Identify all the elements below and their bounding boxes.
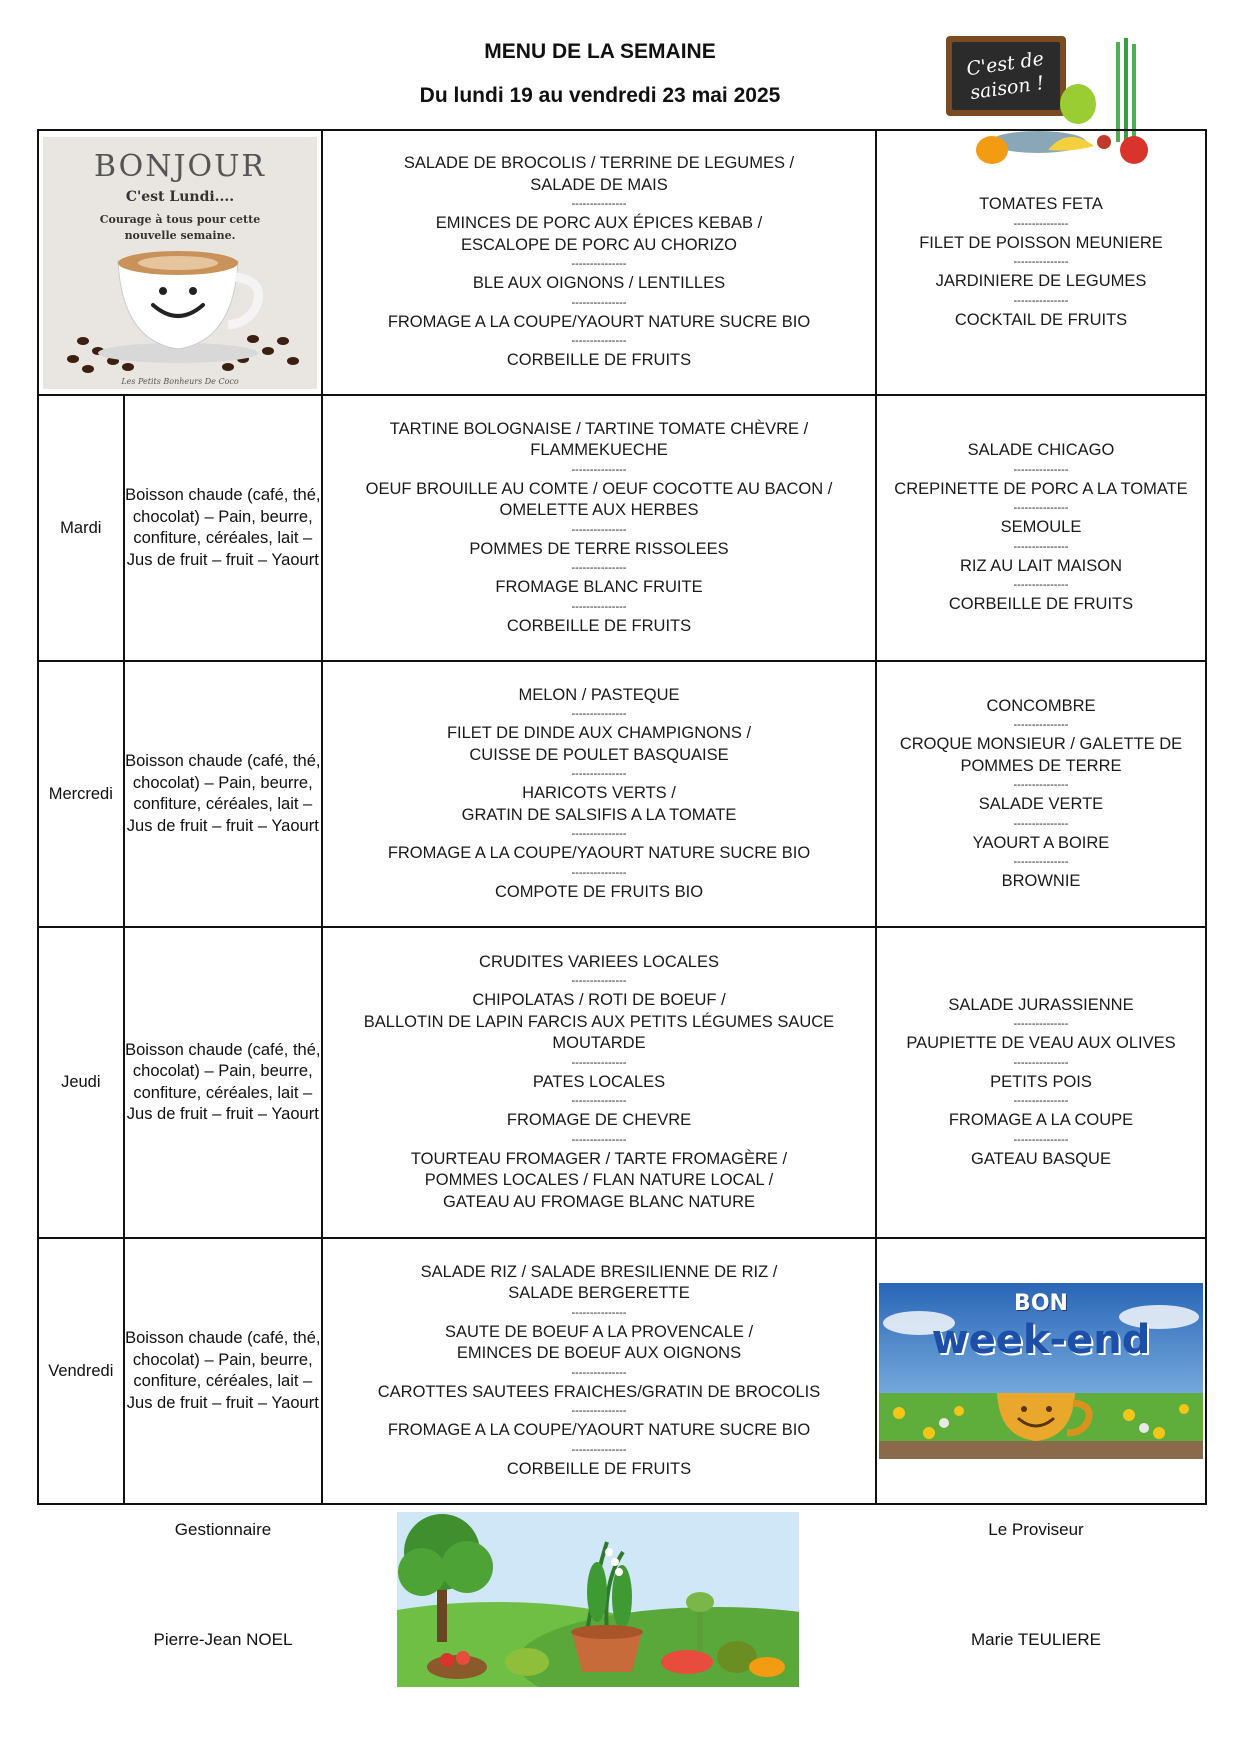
menu-item: FROMAGE DE CHEVRE (506, 1111, 692, 1130)
menu-separator: --------------- (571, 708, 627, 721)
menu-item: FILET DE POISSON MEUNIERE (919, 233, 1163, 252)
menu-item: COMPOTE DE FRUITS BIO (494, 882, 704, 901)
menu-item: CORBEILLE DE FRUITS (506, 616, 692, 635)
menu-item: BLE AUX OIGNONS / LENTILLES (472, 274, 726, 293)
day-label-mardi: Mardi (38, 395, 124, 661)
menu-separator: --------------- (1013, 1018, 1069, 1031)
menu-item: TARTINE BOLOGNAISE / TARTINE TOMATE CHÈVRE / (389, 419, 809, 438)
menu-separator: --------------- (571, 600, 627, 613)
menu-item: PATES LOCALES (532, 1072, 666, 1091)
menu-item: MOUTARDE (552, 1034, 646, 1053)
weekly-menu-table (37, 129, 1207, 1505)
dinner-menu-mercredi (877, 696, 1205, 893)
menu-separator: --------------- (1013, 217, 1069, 230)
menu-item: SALADE BERGERETTE (508, 1284, 690, 1303)
menu-separator: --------------- (571, 1056, 627, 1069)
menu-item: GATEAU BASQUE (971, 1149, 1111, 1168)
menu-separator: --------------- (571, 1366, 627, 1379)
menu-separator: --------------- (1013, 540, 1069, 553)
footer-right-title: Le Proviseur (988, 1520, 1084, 1539)
menu-separator: --------------- (1013, 579, 1069, 592)
menu-item: GATEAU AU FROMAGE BLANC NATURE (442, 1192, 756, 1211)
menu-separator: --------------- (1013, 294, 1069, 307)
menu-separator: --------------- (1013, 502, 1069, 515)
menu-item: POMMES DE TERRE RISSOLEES (469, 539, 729, 558)
footer-left-name: Pierre-Jean NOEL (153, 1630, 293, 1649)
menu-item: SALADE CHICAGO (967, 441, 1115, 460)
menu-item: CROQUE MONSIEUR / GALETTE DE (899, 735, 1183, 753)
menu-item: BALLOTIN DE LAPIN FARCIS AUX PETITS LÉGUMES SAUCE (363, 1012, 835, 1031)
footer-left-title: Gestionnaire (174, 1520, 272, 1539)
menu-item: FROMAGE BLANC FRUITE (495, 578, 703, 597)
menu-separator: --------------- (1013, 817, 1069, 830)
menu-separator: --------------- (1013, 1056, 1069, 1069)
bonjour-line2: Courage à tous pour cette (99, 212, 261, 226)
table-row-vendredi (38, 1238, 1206, 1504)
badge-line1: C'est de (965, 47, 1046, 81)
menu-item: JARDINIERE DE LEGUMES (935, 272, 1147, 290)
bonjour-line1: C'est Lundi.... (125, 188, 235, 205)
footer-right-name: Marie TEULIERE (970, 1630, 1102, 1649)
menu-item: EMINCES DE BOEUF AUX OIGNONS (456, 1344, 742, 1363)
menu-item: HARICOTS VERTS / (522, 784, 676, 803)
menu-item: SALADE DE MAIS (530, 175, 668, 194)
table-row-jeudi (38, 927, 1206, 1238)
badge-line2: saison ! (968, 71, 1046, 105)
lunch-menu-lundi (323, 153, 875, 372)
dinner-cell-lundi (876, 130, 1206, 395)
menu-item: SAUTE DE BOEUF A LA PROVENCALE / (444, 1322, 754, 1341)
menu-item: SEMOULE (1000, 518, 1082, 537)
menu-item: CUISSE DE POULET BASQUAISE (469, 745, 729, 764)
menu-separator: --------------- (571, 866, 627, 879)
menu-separator: --------------- (571, 258, 627, 271)
weekend-line2: week-end (931, 1317, 1151, 1363)
menu-item: CORBEILLE DE FRUITS (506, 1459, 692, 1478)
menu-separator: --------------- (1013, 463, 1069, 476)
table-row-mardi (38, 395, 1206, 661)
menu-separator: --------------- (571, 1443, 627, 1456)
lunch-menu-mercredi (323, 685, 875, 904)
menu-separator: --------------- (571, 198, 627, 211)
menu-separator: --------------- (571, 463, 627, 476)
menu-item: FILET DE DINDE AUX CHAMPIGNONS / (446, 724, 752, 743)
dinner-cell-jeudi (876, 927, 1206, 1238)
lunch-menu-vendredi (323, 1262, 875, 1481)
monday-bonjour-image (43, 137, 317, 389)
breakfast-mardi: Boisson chaude (café, thé, chocolat) – Pain, beurre, confiture, céréales, lait – Jus de fruit – fruit – Yaourt (124, 395, 322, 661)
menu-separator: --------------- (571, 1306, 627, 1319)
menu-item: CORBEILLE DE FRUITS (506, 351, 692, 370)
menu-separator: --------------- (571, 975, 627, 988)
menu-item: CONCOMBRE (986, 696, 1096, 715)
menu-separator: --------------- (1013, 719, 1069, 731)
table-row-mercredi (38, 661, 1206, 927)
menu-item: FROMAGE A LA COUPE/YAOURT NATURE SUCRE BIO (387, 844, 811, 863)
dinner-cell-mercredi (876, 661, 1206, 927)
page-subtitle: Du lundi 19 au vendredi 23 mai 2025 (419, 84, 781, 107)
menu-item: TOMATES FETA (979, 195, 1103, 213)
menu-separator: --------------- (1013, 1133, 1069, 1146)
menu-item: COCKTAIL DE FRUITS (954, 310, 1128, 329)
menu-item: FROMAGE A LA COUPE (948, 1111, 1134, 1130)
lunch-menu-mardi (323, 419, 875, 638)
bonjour-line3: nouvelle semaine. (124, 228, 236, 242)
menu-item: PAUPIETTE DE VEAU AUX OLIVES (906, 1034, 1176, 1053)
menu-separator: --------------- (571, 828, 627, 841)
menu-item: SALADE JURASSIENNE (948, 995, 1134, 1014)
menu-item: FROMAGE A LA COUPE/YAOURT NATURE SUCRE BIO (387, 1421, 811, 1440)
weekend-line1: BON (1014, 1291, 1068, 1316)
menu-item: CHIPOLATAS / ROTI DE BOEUF / (472, 991, 726, 1010)
lunch-cell-lundi (322, 130, 876, 395)
breakfast-mercredi: Boisson chaude (café, thé, chocolat) – Pain, beurre, confiture, céréales, lait – Jus de fruit – fruit – Yaourt (124, 661, 322, 927)
lunch-cell-vendredi (322, 1238, 876, 1504)
menu-item: PETITS POIS (990, 1072, 1092, 1091)
menu-separator: --------------- (571, 523, 627, 536)
menu-separator: --------------- (1013, 856, 1069, 868)
menu-separator: --------------- (571, 1133, 627, 1146)
table-row-lundi (38, 130, 1206, 395)
menu-item: SALADE VERTE (978, 795, 1104, 813)
bon-weekend-image (879, 1283, 1203, 1459)
monday-image-cell (38, 130, 322, 395)
menu-item: SALADE DE BROCOLIS / TERRINE DE LEGUMES / (403, 154, 795, 173)
menu-item: CORBEILLE DE FRUITS (948, 595, 1134, 614)
menu-item: SALADE RIZ / SALADE BRESILIENNE DE RIZ / (420, 1262, 778, 1281)
menu-item: YAOURT A BOIRE (972, 833, 1110, 852)
menu-item: TOURTEAU FROMAGER / TARTE FROMAGÈRE / (410, 1149, 788, 1168)
menu-item: BROWNIE (1001, 872, 1081, 890)
lunch-menu-jeudi (323, 952, 875, 1214)
smiley-coffee-cup-icon (43, 241, 317, 375)
dinner-menu-lundi (877, 194, 1205, 331)
menu-item: POMMES LOCALES / FLAN NATURE LOCAL / (424, 1171, 774, 1190)
menu-item: GRATIN DE SALSIFIS A LA TOMATE (461, 805, 737, 824)
menu-item: EMINCES DE PORC AUX ÉPICES KEBAB / (435, 214, 763, 233)
dinner-menu-jeudi (877, 995, 1205, 1171)
day-label-jeudi: Jeudi (38, 927, 124, 1238)
dinner-menu-mardi (877, 440, 1205, 616)
weekend-image-cell (876, 1238, 1206, 1504)
menu-item: POMMES DE TERRE (960, 756, 1122, 775)
menu-separator: --------------- (571, 1405, 627, 1418)
menu-item: OMELETTE AUX HERBES (499, 501, 699, 520)
day-label-vendredi: Vendredi (38, 1238, 124, 1504)
menu-separator: --------------- (1013, 256, 1069, 268)
menu-separator: --------------- (1013, 1095, 1069, 1108)
menu-item: CRUDITES VARIEES LOCALES (479, 952, 719, 971)
breakfast-jeudi: Boisson chaude (café, thé, chocolat) – Pain, beurre, confiture, céréales, lait – Jus de fruit – fruit – Yaourt (124, 927, 322, 1238)
menu-item: OEUF BROUILLE AU COMTE / OEUF COCOTTE AU BACON / (365, 479, 833, 498)
lunch-cell-mercredi (322, 661, 876, 927)
spring-garden-image (397, 1512, 799, 1687)
menu-item: RIZ AU LAIT MAISON (960, 556, 1122, 575)
menu-separator: --------------- (571, 562, 627, 575)
menu-separator: --------------- (571, 1095, 627, 1108)
menu-item: FROMAGE A LA COUPE/YAOURT NATURE SUCRE BIO (387, 312, 811, 331)
breakfast-vendredi: Boisson chaude (café, thé, chocolat) – Pain, beurre, confiture, céréales, lait – Jus de fruit – fruit – Yaourt (124, 1238, 322, 1504)
menu-item: FLAMMEKUECHE (530, 441, 668, 460)
menu-item: ESCALOPE DE PORC AU CHORIZO (461, 235, 737, 254)
dinner-cell-mardi (876, 395, 1206, 661)
day-label-mercredi: Mercredi (38, 661, 124, 927)
lunch-cell-mardi (322, 395, 876, 661)
bonjour-title: BONJOUR (94, 148, 266, 184)
lunch-cell-jeudi (322, 927, 876, 1238)
menu-item: CREPINETTE DE PORC A LA TOMATE (894, 479, 1188, 498)
menu-separator: --------------- (571, 296, 627, 309)
menu-separator: --------------- (571, 335, 627, 348)
menu-separator: --------------- (571, 768, 627, 781)
menu-item: CAROTTES SAUTEES FRAICHES/GRATIN DE BROCOLIS (377, 1382, 821, 1401)
menu-separator: --------------- (1013, 779, 1069, 791)
page-title: MENU DE LA SEMAINE (484, 40, 716, 63)
menu-item: MELON / PASTEQUE (518, 685, 680, 704)
bonjour-signature: Les Petits Bonheurs De Coco (121, 376, 239, 386)
